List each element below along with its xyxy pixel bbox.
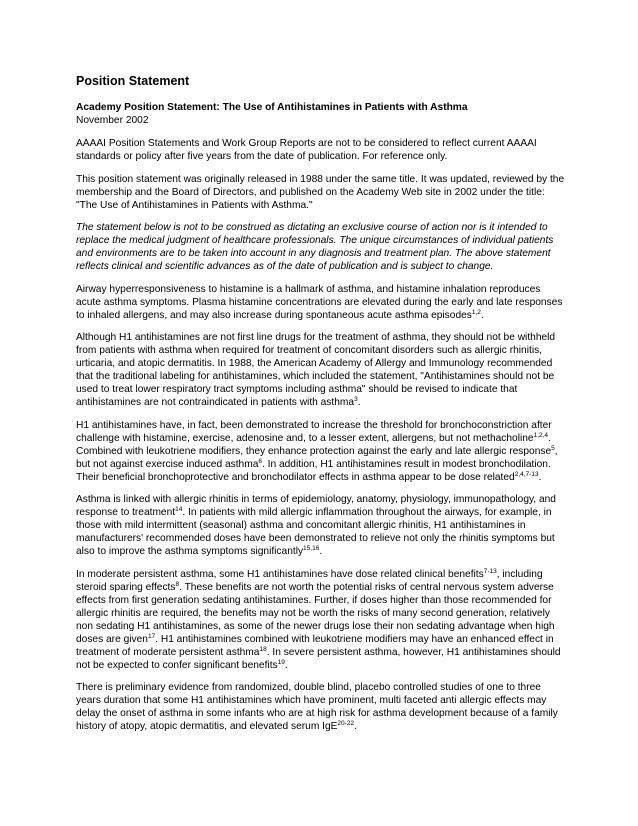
paragraph-text: Asthma is linked with allergic rhinitis in terms of epidemiology, anatomy, physiology, immunopathology, and response to treatment bbox=[76, 494, 556, 518]
paragraph-text: AAAAI Position Statements and Work Group Reports are not to be considered to reflect current AAAAI standards or policy after five years from the date of publication. For reference only. bbox=[76, 138, 537, 162]
body-paragraph bbox=[76, 493, 566, 558]
paragraph-text: This position statement was originally released in 1988 under the same title. It was updated, reviewed by the membership and the Board of Directors, and published on the Academy Web site in 2002 under the title: "The Use of Antihistamines in Patients with Asthma." bbox=[76, 173, 565, 211]
body-paragraph bbox=[76, 331, 566, 409]
document-page bbox=[76, 74, 566, 743]
paragraph-text: . In addition, H1 antihistamines result in modest bronchodilation. Their beneficial bronchoprotective and bronchodilator effects in asthma appear to be dose related bbox=[76, 458, 551, 483]
paragraph-text: . In severe persistent asthma, however, H1 antihistamines should not be expected to confer significant benefits bbox=[76, 646, 561, 671]
paragraph-text: . bbox=[319, 546, 323, 557]
citation-superscript: 5 bbox=[551, 444, 555, 452]
citation-superscript: 6 bbox=[258, 457, 262, 465]
paragraph-text: . bbox=[538, 471, 542, 483]
paragraph-text: H1 antihistamines have, in fact, been demonstrated to increase the threshold for bronchoconstriction after challenge with histamine, exercise, adenosine and, to a lesser extent, allergens, but not methacholine bbox=[76, 419, 552, 444]
paragraph-text: . H1 antihistamines combined with leukotriene modifiers may have an enhanced effect in treatment of moderate persistent asthma bbox=[76, 633, 554, 658]
paragraph-text: Airway hyperresponsiveness to histamine is a hallmark of asthma, and histamine inhalation reproduces acute asthma symptoms. Plasma histamine concentrations are elevated during the early and late responses to inhaled allergens, and may also increase during spontaneous acute asthma episodes bbox=[76, 283, 563, 321]
paragraph-text: , including steroid sparing effects bbox=[76, 568, 543, 593]
publication-date: November 2002 bbox=[76, 115, 149, 126]
body-paragraph bbox=[76, 568, 566, 672]
citation-superscript: 1,2,4 bbox=[533, 431, 549, 439]
citation-superscript: 1,2 bbox=[471, 308, 481, 316]
citation-superscript: 20-22 bbox=[337, 720, 355, 727]
document-heading: Position Statement bbox=[76, 74, 190, 88]
citation-superscript: 17 bbox=[147, 632, 156, 640]
paragraph-text: Although H1 antihistamines are not first line drugs for the treatment of asthma, they should not be withheld from patients with asthma when required for treatment of concomitant disorders such as allergic rhinitis, urticaria, and atopic dermatitis. In 1988, the American Academy of Allergy and Immunology recommended that the traditional labeling for antihistamines, which included the statement, "Antihistamines should not be used to treat lower respiratory tract symptoms including asthma" should be revised to indicate that antihistamines are not contraindicated in patients with asthma bbox=[76, 332, 556, 408]
body-paragraph bbox=[76, 173, 566, 212]
paragraph-text: . bbox=[480, 309, 484, 321]
citation-superscript: 3 bbox=[354, 396, 358, 403]
citation-superscript: 8 bbox=[175, 580, 180, 588]
paragraph-text: The statement below is not to be construed as dictating an exclusive course of action nor is it intended to replace the medical judgment of healthcare professionals. The unique circumstances of individual patients and environments are to be taken into account in any diagnosis and treatment plan. The above statement reflects clinical and scientific advances as of the date of publication and is subject to change. bbox=[76, 222, 554, 272]
citation-superscript: 14 bbox=[175, 506, 183, 513]
citation-superscript: 19 bbox=[277, 658, 285, 666]
body-paragraph bbox=[76, 283, 566, 322]
paragraph-text: . Combined with leukotriene modifiers, they enhance protection against the early and late allergic response bbox=[76, 432, 552, 457]
statement-title: Academy Position Statement: The Use of Antihistamines in Patients with Asthma bbox=[76, 102, 468, 113]
paragraph-text: . In patients with mild allergic inflammation throughout the airways, for example, in those with mild intermittent (seasonal) asthma and concomitant allergic rhinitis, H1 antihistamines in manufacturers' recommended doses have been demonstrated to relieve not only the rhinitis symptoms but also to improve the asthma symptoms significantly bbox=[76, 507, 555, 557]
citation-superscript: 7-13 bbox=[483, 567, 497, 575]
paragraph-text: . These benefits are not worth the potential risks of central nervous system adverse effects from first generation sedating antihistamines. Further, if doses higher than those recommended for allergic rhinitis are required, the benefits may not be worth the risks of many second generation, relatively non sedating H1 antihistamines, as some of the newer drugs lose their non sedating advantage when high doses are given bbox=[76, 581, 555, 645]
citation-superscript: 18 bbox=[259, 645, 267, 653]
body-paragraph bbox=[76, 419, 566, 484]
paragraph-text: There is preliminary evidence from randomized, double blind, placebo controlled studies of one to three years duration that some H1 antihistamines which have prominent, multi faceted anti allergic effects may delay the onset of asthma in some infants who are at high risk for asthma development because of a family history of atopy, atopic dermatitis, and elevated serum IgE bbox=[76, 682, 558, 732]
body-paragraph bbox=[76, 137, 566, 163]
paragraph-text: . bbox=[354, 721, 357, 732]
body-text bbox=[76, 137, 566, 733]
body-paragraph bbox=[76, 681, 566, 733]
paragraph-text: . bbox=[284, 659, 288, 671]
citation-superscript: 2,4,7-13 bbox=[514, 470, 539, 478]
citation-superscript: 15,16 bbox=[303, 545, 320, 552]
paragraph-text: , but not against exercise induced asthma bbox=[76, 445, 558, 470]
paragraph-text: . bbox=[357, 397, 361, 408]
paragraph-text: In moderate persistent asthma, some H1 antihistamines have dose related clinical benefits bbox=[76, 568, 484, 580]
disclaimer-paragraph bbox=[76, 221, 566, 273]
